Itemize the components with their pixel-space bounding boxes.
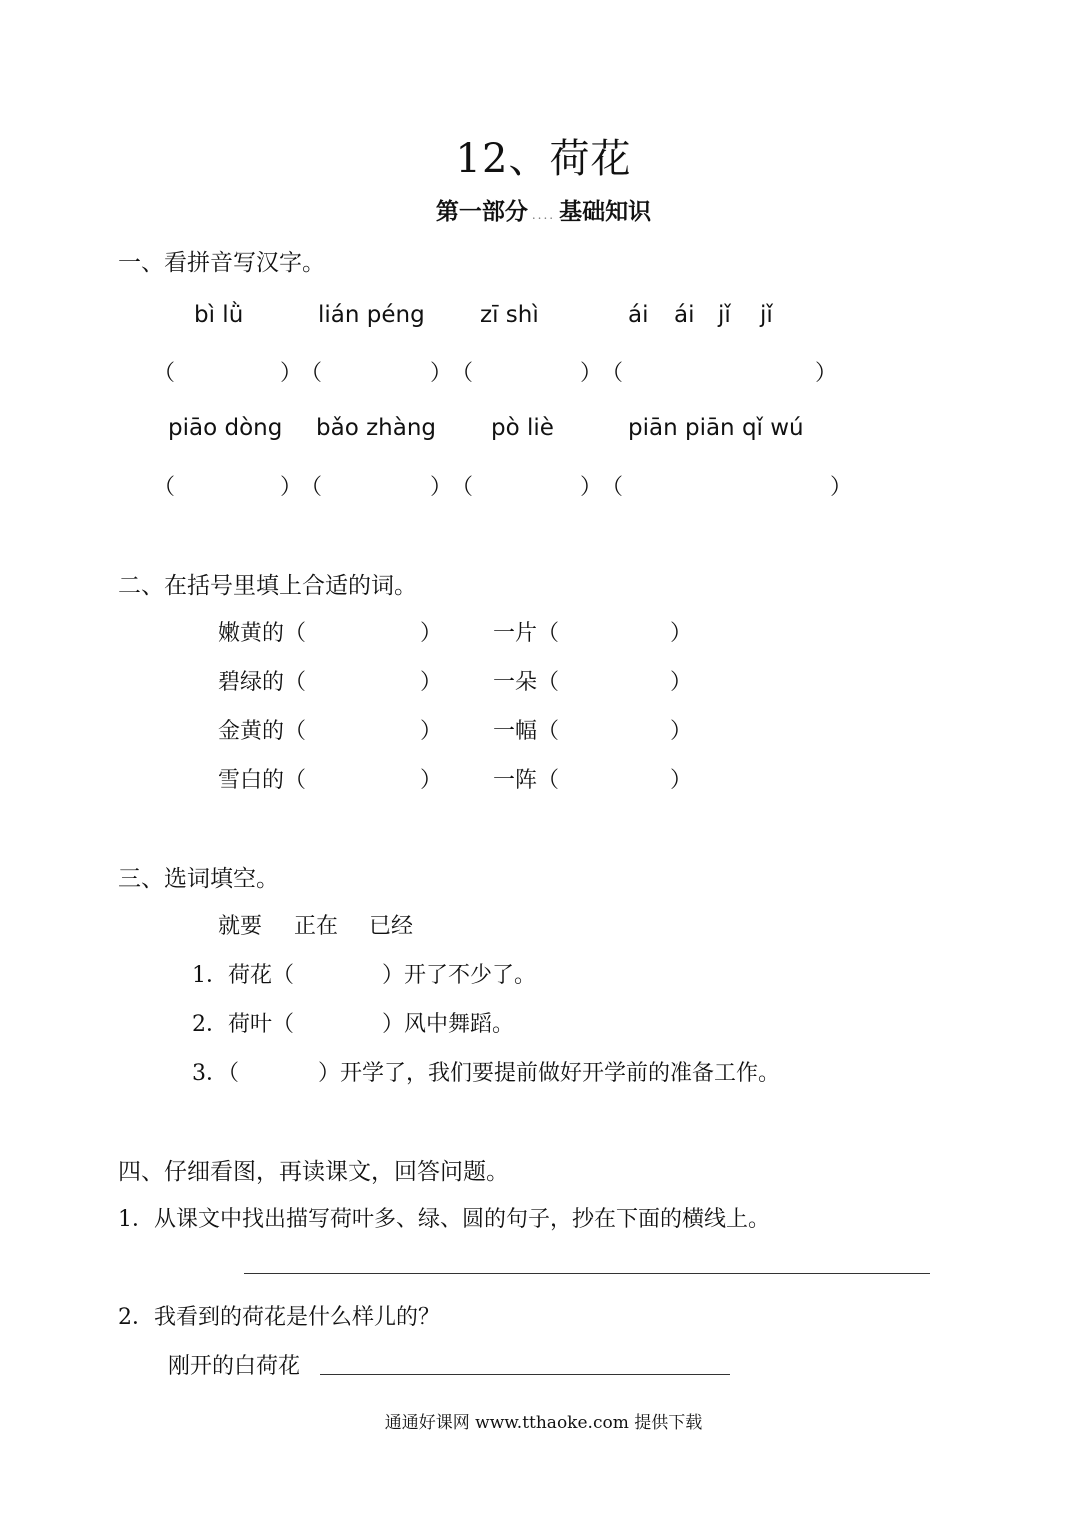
answer-line-1[interactable] — [244, 1273, 930, 1274]
footer-source: 通通好课网 www.tthaoke.com 提供下载 — [384, 1413, 703, 1433]
word-choice-2: 正在 — [294, 914, 339, 939]
pinyin-polie: pò liè — [491, 415, 554, 441]
fill-item-1-pre: 1．荷花（ — [192, 963, 294, 988]
blank-paren-close: ） — [580, 475, 603, 500]
fill-item-2-pre: 2．荷叶（ — [192, 1012, 294, 1037]
blank-paren-close: ） — [420, 621, 443, 646]
blank-paren-close: ） — [430, 475, 453, 500]
pinyin-baozhang: bǎo zhàng — [316, 415, 436, 441]
section2-heading: 二、在括号里填上合适的词。 — [118, 573, 417, 599]
pinyin-piaodong: piāo dòng — [168, 415, 283, 441]
blank-paren-close: ） — [670, 670, 693, 695]
blank-paren-open: （ — [153, 361, 176, 386]
subtitle-left: 第一部分 — [435, 198, 528, 225]
question-2-prompt: 刚开的白荷花 — [168, 1354, 301, 1379]
fill-right-1: 一片（ — [493, 621, 560, 646]
pinyin-pianpianqiwu: piān piān qǐ wú — [628, 415, 804, 441]
question-1: 1．从课文中找出描写荷叶多、绿、圆的句子，抄在下面的横线上。 — [118, 1207, 770, 1232]
pinyin-ji-1: jǐ — [718, 302, 731, 328]
fill-right-4: 一阵（ — [493, 768, 560, 793]
fill-item-3-pre: 3．（ — [192, 1061, 239, 1086]
blank-paren-open: （ — [451, 475, 474, 500]
pinyin-ai-1: ái — [628, 302, 649, 328]
pinyin-ai-2: ái — [674, 302, 695, 328]
blank-paren-open: （ — [300, 475, 323, 500]
section4-heading: 四、仔细看图，再读课文，回答问题。 — [118, 1159, 509, 1185]
fill-right-3: 一幅（ — [493, 719, 560, 744]
subtitle-dots: .... — [531, 208, 556, 222]
blank-paren-close: ） — [420, 719, 443, 744]
blank-paren-close: ） — [815, 361, 838, 386]
blank-paren-close: ） — [420, 670, 443, 695]
fill-item-3-post: ）开学了，我们要提前做好开学前的准备工作。 — [318, 1061, 781, 1086]
blank-paren-close: ） — [830, 475, 853, 500]
fill-right-2: 一朵（ — [493, 670, 560, 695]
page-title: 12、荷花 — [455, 136, 632, 182]
fill-left-2: 碧绿的（ — [218, 670, 307, 695]
blank-paren-close: ） — [670, 719, 693, 744]
subtitle-right: 基础知识 — [559, 198, 652, 225]
blank-paren-open: （ — [153, 475, 176, 500]
blank-paren-close: ） — [580, 361, 603, 386]
question-2: 2．我看到的荷花是什么样儿的？ — [118, 1305, 440, 1330]
fill-item-1-post: ）开了不少了。 — [382, 963, 537, 988]
blank-paren-open: （ — [601, 361, 624, 386]
fill-item-2-post: ）风中舞蹈。 — [382, 1012, 515, 1037]
word-choice-1: 就要 — [218, 914, 263, 939]
fill-left-4: 雪白的（ — [218, 768, 307, 793]
part-subtitle — [0, 193, 1087, 226]
pinyin-bilv: bì lǜ — [194, 302, 244, 328]
blank-paren-close: ） — [670, 621, 693, 646]
fill-left-1: 嫩黄的（ — [218, 621, 307, 646]
blank-paren-open: （ — [451, 361, 474, 386]
section1-heading: 一、看拼音写汉字。 — [118, 250, 325, 276]
blank-paren-open: （ — [300, 361, 323, 386]
blank-paren-close: ） — [420, 768, 443, 793]
blank-paren-close: ） — [430, 361, 453, 386]
pinyin-ji-2: jǐ — [760, 302, 773, 328]
section3-heading: 三、选词填空。 — [118, 866, 279, 892]
blank-paren-close: ） — [670, 768, 693, 793]
pinyin-zishi: zī shì — [480, 302, 539, 328]
pinyin-lianpeng: lián péng — [318, 302, 425, 328]
answer-line-2[interactable] — [320, 1374, 730, 1375]
word-choice-3: 已经 — [369, 914, 414, 939]
blank-paren-open: （ — [601, 475, 624, 500]
blank-paren-close: ） — [280, 475, 303, 500]
fill-left-3: 金黄的（ — [218, 719, 307, 744]
blank-paren-close: ） — [280, 361, 303, 386]
